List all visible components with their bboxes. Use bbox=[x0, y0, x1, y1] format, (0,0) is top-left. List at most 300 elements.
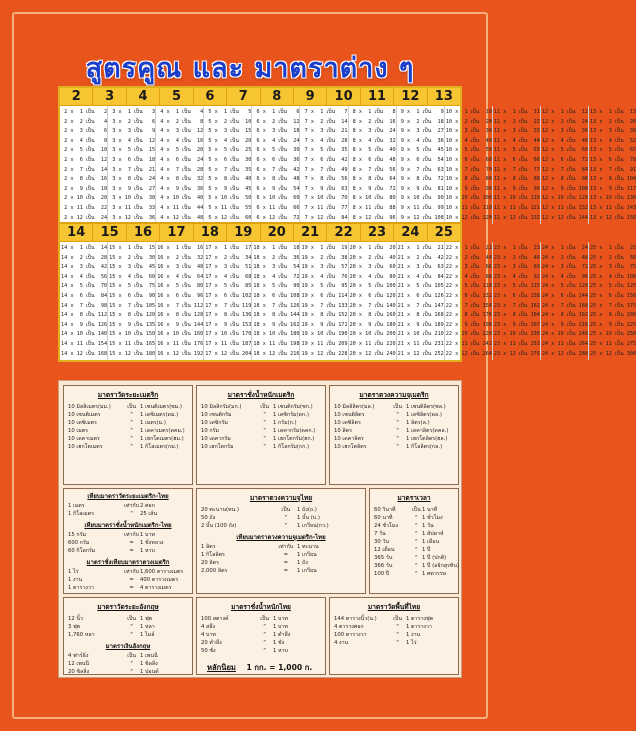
mult-header: 2 bbox=[60, 88, 93, 106]
mult-column: 22 x 1 เป็น 22 22 x 2 เป็น 44 22 x 3 เป็น 66 22 x 4 เป็น 88 22 x 5 เป็น 110 22 x 6 เป็น 132 22 x 7 เป็น 154 22 x 8 เป็น 176 22 x 9 เป็น 198 22 x 10 เป็น 220 22 x 11 เป็น 242 22 x 12 เป็น 264 bbox=[445, 242, 493, 360]
unit-relation: " bbox=[415, 539, 418, 545]
mult-column: 18 x 1 เป็น 18 18 x 2 เป็น 36 18 x 3 เป็น 54 18 x 4 เป็น 72 18 x 5 เป็น 90 18 x 6 เป็น 108 18 x 7 เป็น 126 18 x 8 เป็น 144 18 x 9 เป็น 162 18 x 10 เป็น 180 18 x 11 เป็น 198 18 x 12 เป็น 216 bbox=[252, 242, 300, 360]
box-rows bbox=[197, 506, 365, 530]
unit-relation: " bbox=[130, 661, 133, 667]
box-rows bbox=[64, 568, 192, 592]
unit-to: 1 เมตร(ม.) bbox=[139, 420, 166, 426]
unit-to: 1 เฮกโตลิตร(ฮล.) bbox=[405, 436, 448, 442]
unit-to: 1 ตารางฟุต bbox=[405, 616, 434, 622]
unit-to: 1 กรัม(ก.) bbox=[272, 420, 297, 426]
box-rows bbox=[330, 403, 458, 451]
unit-from: 10 เดซิเมตร bbox=[68, 420, 97, 426]
unit-from: 4 ฟาร์ธิ่ง bbox=[68, 653, 89, 659]
unit-to: 2 ศอก bbox=[139, 503, 155, 509]
mult-header: 20 bbox=[261, 224, 294, 242]
mult-column: 3 x 1 เป็น 3 3 x 2 เป็น 6 3 x 3 เป็น 9 3 x 4 เป็น 12 3 x 5 เป็น 15 3 x 6 เป็น 18 3 x 7 เป็น 21 3 x 8 เป็น 24 3 x 9 เป็น 27 3 x 10 เป็น 30 3 x 11 เป็น 33 3 x 12 เป็น 36 bbox=[108, 106, 156, 224]
unit-to: 1 เดคากรัม(ดคก.) bbox=[272, 428, 316, 434]
mult-column: 5 x 1 เป็น 5 5 x 2 เป็น 10 5 x 3 เป็น 15 5 x 4 เป็น 20 5 x 5 เป็น 25 5 x 6 เป็น 30 5 x 7 เป็น 35 5 x 8 เป็น 40 5 x 9 เป็น 45 5 x 10 เป็น 50 5 x 11 เป็น 55 5 x 12 เป็น 60 bbox=[204, 106, 252, 224]
mult-column: 16 x 1 เป็น 16 16 x 2 เป็น 32 16 x 3 เป็น 48 16 x 4 เป็น 64 16 x 5 เป็น 80 16 x 6 เป็น 96 16 x 7 เป็น 112 16 x 8 เป็น 128 16 x 9 เป็น 144 16 x 10 เป็น 160 16 x 11 เป็น 176 16 x 12 เป็น 192 bbox=[156, 242, 204, 360]
unit-relation: เป็น bbox=[281, 507, 291, 513]
mult-header-row-top bbox=[60, 88, 460, 106]
unit-from: 10 เดคากรัม bbox=[201, 436, 231, 442]
unit-from: 1 งาน bbox=[68, 577, 83, 583]
unit-from: 20 ลิตร bbox=[201, 560, 219, 566]
unit-from: 20 ตำลึง bbox=[201, 640, 222, 646]
unit-to: 1 ตำลึง bbox=[272, 632, 291, 638]
unit-relation: เป็น bbox=[260, 616, 269, 622]
unit-from: 2 บั้น (100 ถัง) bbox=[201, 523, 237, 529]
unit-relation: " bbox=[263, 412, 266, 418]
mult-column: 12 x 1 เป็น 12 12 x 2 เป็น 24 12 x 3 เป็น 36 12 x 4 เป็น 48 12 x 5 เป็น 60 12 x 6 เป็น 72 12 x 7 เป็น 84 12 x 8 เป็น 96 12 x 9 เป็น 108 12 x 10 เป็น 120 12 x 11 เป็น 132 12 x 12 เป็น 144 bbox=[541, 106, 589, 224]
unit-row bbox=[197, 522, 365, 530]
mult-column: 15 x 1 เป็น 15 15 x 2 เป็น 30 15 x 3 เป็น 45 15 x 4 เป็น 60 15 x 5 เป็น 75 15 x 6 เป็น 90 15 x 7 เป็น 105 15 x 8 เป็น 120 15 x 9 เป็น 135 15 x 10 เป็น 150 15 x 11 เป็น 165 15 x 12 เป็น 180 bbox=[108, 242, 156, 360]
mult-header: 12 bbox=[394, 88, 427, 106]
box-subtitle: มาตราชั่งเทียบมาตราตวงเมตริก bbox=[86, 559, 170, 566]
unit-from: 12 เพนนี bbox=[68, 661, 89, 667]
unit-relation: " bbox=[130, 632, 133, 638]
unit-row bbox=[370, 538, 458, 546]
unit-row bbox=[197, 435, 325, 443]
unit-relation: = bbox=[283, 552, 289, 558]
unit-to: 1 เดคาเมตร(ดคม.) bbox=[139, 428, 185, 434]
box-time bbox=[369, 488, 459, 594]
mult-column: 23 x 1 เป็น 23 23 x 2 เป็น 46 23 x 3 เป็น 69 23 x 4 เป็น 92 23 x 5 เป็น 115 23 x 6 เป็น 138 23 x 7 เป็น 161 23 x 8 เป็น 184 23 x 9 เป็น 207 23 x 10 เป็น 230 23 x 11 เป็น 253 23 x 12 เป็น 276 bbox=[493, 242, 541, 360]
unit-from: 1 ลิตร bbox=[201, 544, 216, 550]
mult-header: 14 bbox=[60, 224, 93, 242]
box-title: มาตราชั่งน้ำหนักเมตริก bbox=[227, 391, 295, 399]
box-length-metric bbox=[63, 385, 193, 485]
box-title: มาตราชั่งน้ำหนักไทย bbox=[231, 603, 291, 611]
unit-row bbox=[197, 514, 365, 522]
note-line bbox=[207, 662, 312, 674]
unit-row bbox=[330, 419, 458, 427]
box-rows bbox=[197, 615, 325, 655]
unit-to: 1 นาที bbox=[421, 507, 438, 513]
unit-row bbox=[197, 615, 325, 623]
unit-to: 1 หาบ bbox=[272, 648, 288, 654]
unit-relation: เป็น bbox=[127, 616, 136, 622]
unit-from: 10 มิลลิลิตร(มล.) bbox=[334, 404, 375, 410]
unit-from: 1 กิโลเมตร bbox=[68, 511, 94, 517]
unit-from: 144 ตารางนิ้ว(น.) bbox=[334, 616, 377, 622]
unit-to: 1 เดคาลิตร(ดคล.) bbox=[405, 428, 449, 434]
unit-from: 366 วัน bbox=[374, 563, 393, 569]
mult-header: 15 bbox=[93, 224, 126, 242]
unit-from: 4 ตารางศอก bbox=[334, 624, 364, 630]
unit-row bbox=[370, 522, 458, 530]
unit-row bbox=[64, 539, 192, 547]
note-label: หลักนิยม bbox=[207, 663, 236, 672]
mult-column: 7 x 1 เป็น 7 7 x 2 เป็น 14 7 x 3 เป็น 21 7 x 4 เป็น 28 7 x 5 เป็น 35 7 x 6 เป็น 42 7 x 7 เป็น 49 7 x 8 เป็น 56 7 x 9 เป็น 63 7 x 10 เป็น 70 7 x 11 เป็น 77 7 x 12 เป็น 84 bbox=[300, 106, 348, 224]
unit-relation: " bbox=[284, 523, 287, 529]
unit-from: 600 กรัม bbox=[68, 540, 90, 546]
unit-to: 1 บาท bbox=[272, 616, 288, 622]
unit-relation: เท่ากับ bbox=[278, 544, 294, 550]
unit-from: 4 สลึง bbox=[201, 624, 216, 630]
unit-to: 1 ไร่ bbox=[405, 640, 417, 646]
box-rows bbox=[64, 502, 192, 518]
unit-relation: " bbox=[130, 444, 133, 450]
unit-relation: " bbox=[130, 412, 133, 418]
unit-to: 1 เฮกโตกรัม(ฮก.) bbox=[272, 436, 315, 442]
unit-to: 1 ถัง bbox=[296, 560, 308, 566]
unit-from: 10 มิลลิกรัม(มก.) bbox=[201, 404, 242, 410]
unit-row bbox=[370, 554, 458, 562]
unit-relation: " bbox=[130, 624, 133, 630]
unit-relation: " bbox=[415, 547, 418, 553]
unit-from: 1 กิโลลิตร bbox=[201, 552, 225, 558]
unit-relation: " bbox=[130, 428, 133, 434]
box-title: มาตราวัดระยะเมตริก bbox=[97, 391, 159, 399]
unit-relation: " bbox=[263, 428, 266, 434]
unit-row bbox=[64, 584, 192, 592]
unit-from: 12 เดือน bbox=[374, 547, 395, 553]
unit-relation: " bbox=[263, 648, 266, 654]
unit-row bbox=[64, 419, 192, 427]
unit-from: 10 เดคาลิตร bbox=[334, 436, 364, 442]
mult-header: 21 bbox=[294, 224, 327, 242]
unit-to: 1 ปอนด์ bbox=[139, 669, 159, 675]
unit-relation: = bbox=[129, 585, 134, 591]
unit-to: 1 ชิลลิ่ง bbox=[139, 661, 158, 667]
unit-row bbox=[64, 631, 192, 639]
unit-row bbox=[197, 639, 325, 647]
box-english-length bbox=[63, 597, 193, 675]
box-volume-metric bbox=[329, 385, 459, 485]
mult-header: 17 bbox=[160, 224, 193, 242]
unit-row bbox=[64, 502, 192, 510]
unit-relation: " bbox=[396, 632, 399, 638]
box-title: มาตราวัดระยะอังกฤษ bbox=[97, 603, 159, 611]
unit-from: 100 ปี bbox=[374, 571, 390, 577]
unit-row bbox=[330, 435, 458, 443]
box-rows bbox=[64, 652, 192, 676]
mult-header: 7 bbox=[227, 88, 260, 106]
unit-relation: = bbox=[129, 548, 134, 554]
unit-to: 1 ตารางวา bbox=[405, 624, 432, 630]
box-thai-weight bbox=[196, 597, 326, 675]
mult-header: 5 bbox=[160, 88, 193, 106]
unit-relation: เท่ากับ bbox=[124, 569, 140, 575]
unit-relation: " bbox=[396, 444, 399, 450]
unit-relation: " bbox=[284, 515, 287, 521]
unit-row bbox=[330, 427, 458, 435]
unit-from: 12 นิ้ว bbox=[68, 616, 84, 622]
unit-relation: " bbox=[263, 436, 266, 442]
box-rows bbox=[64, 403, 192, 451]
unit-to: 1 เฮกโตเมตร(ฮม.) bbox=[139, 436, 184, 442]
unit-to: 4 ตารางเมตร bbox=[139, 585, 172, 591]
unit-to: 1 เดือน bbox=[421, 539, 440, 545]
unit-to: 1 เกวียน(กว.) bbox=[296, 523, 329, 529]
unit-row bbox=[64, 652, 192, 660]
unit-row bbox=[64, 615, 192, 623]
unit-relation: " bbox=[130, 436, 133, 442]
unit-from: 10 เดซิลิตร bbox=[334, 420, 361, 426]
unit-relation: " bbox=[263, 640, 266, 646]
unit-relation: " bbox=[263, 444, 266, 450]
unit-row bbox=[330, 615, 458, 623]
unit-relation: เป็น bbox=[393, 404, 402, 410]
unit-row bbox=[64, 435, 192, 443]
unit-relation: " bbox=[396, 412, 399, 418]
unit-relation: " bbox=[415, 555, 418, 561]
mult-header: 13 bbox=[428, 88, 460, 106]
unit-row bbox=[64, 531, 192, 539]
unit-from: 10 เดคาเมตร bbox=[68, 436, 100, 442]
unit-row bbox=[197, 551, 365, 559]
unit-from: 50 ชั่ง bbox=[201, 648, 216, 654]
unit-row bbox=[370, 506, 458, 514]
unit-relation: เป็น bbox=[127, 404, 136, 410]
mult-column: 24 x 1 เป็น 24 24 x 2 เป็น 48 24 x 3 เป็น 72 24 x 4 เป็น 96 24 x 5 เป็น 120 24 x 6 เป็น 144 24 x 7 เป็น 168 24 x 8 เป็น 192 24 x 9 เป็น 216 24 x 10 เป็น 240 24 x 11 เป็น 264 24 x 12 เป็น 288 bbox=[541, 242, 589, 360]
mult-table-bottom bbox=[60, 224, 636, 360]
unit-to: 1 วัน bbox=[421, 523, 434, 529]
box-thai-volume bbox=[196, 488, 366, 594]
mult-column: 2 x 1 เป็น 2 2 x 2 เป็น 4 2 x 3 เป็น 6 2 x 4 เป็น 8 2 x 5 เป็น 10 2 x 6 เป็น 12 2 x 7 เป็น 14 2 x 8 เป็น 16 2 x 9 เป็น 18 2 x 10 เป็น 20 2 x 11 เป็น 22 2 x 12 เป็น 24 bbox=[60, 106, 108, 224]
unit-row bbox=[197, 543, 365, 551]
unit-row bbox=[64, 668, 192, 676]
note-value: 1 กก. = 1,000 ก. bbox=[246, 663, 313, 672]
unit-relation: " bbox=[415, 571, 418, 577]
unit-row bbox=[330, 411, 458, 419]
mult-body-row-top bbox=[60, 106, 636, 224]
unit-row bbox=[64, 547, 192, 555]
unit-relation: " bbox=[415, 515, 418, 521]
mult-column: 25 x 1 เป็น 25 25 x 2 เป็น 50 25 x 3 เป็น 75 25 x 4 เป็น 100 25 x 5 เป็น 125 25 x 6 เป็น 150 25 x 7 เป็น 175 25 x 8 เป็น 200 25 x 9 เป็น 225 25 x 10 เป็น 250 25 x 11 เป็น 275 25 x 12 เป็น 300 bbox=[590, 245, 636, 357]
unit-row bbox=[64, 623, 192, 631]
unit-row bbox=[64, 411, 192, 419]
unit-from: 365 วัน bbox=[374, 555, 393, 561]
unit-row bbox=[197, 427, 325, 435]
mult-column: 4 x 1 เป็น 4 4 x 2 เป็น 8 4 x 3 เป็น 12 4 x 4 เป็น 16 4 x 5 เป็น 20 4 x 6 เป็น 24 4 x 7 เป็น 28 4 x 8 เป็น 32 4 x 9 เป็น 36 4 x 10 เป็น 40 4 x 11 เป็น 44 4 x 12 เป็น 48 bbox=[156, 106, 204, 224]
unit-relation: เป็น bbox=[127, 653, 136, 659]
box-rows bbox=[330, 615, 458, 647]
unit-from: 4 งาน bbox=[334, 640, 349, 646]
unit-from: 10 เดซิกรัม bbox=[201, 420, 228, 426]
box-weight-metric bbox=[196, 385, 326, 485]
unit-relation: " bbox=[396, 420, 399, 426]
unit-row bbox=[330, 631, 458, 639]
unit-to: 1 ปี (อธิกสุรทิน) bbox=[421, 563, 460, 569]
unit-relation: " bbox=[130, 669, 133, 675]
unit-row bbox=[64, 427, 192, 435]
unit-from: 1,760 หลา bbox=[68, 632, 95, 638]
mult-header: 8 bbox=[261, 88, 294, 106]
unit-row bbox=[370, 570, 458, 578]
unit-to: 400 ตารางเมตร bbox=[139, 577, 179, 583]
mult-column: 20 x 1 เป็น 20 20 x 2 เป็น 40 20 x 3 เป็น 60 20 x 4 เป็น 80 20 x 5 เป็น 100 20 x 6 เป็น 120 20 x 7 เป็น 140 20 x 8 เป็น 160 20 x 9 เป็น 180 20 x 10 เป็น 200 20 x 11 เป็น 220 20 x 12 เป็น 240 bbox=[349, 242, 397, 360]
unit-to: 1 กิโลกรัม(กก.) bbox=[272, 444, 310, 450]
unit-to: 1 บั้น (บ.) bbox=[296, 515, 320, 521]
mult-column: 21 x 1 เป็น 21 21 x 2 เป็น 42 21 x 3 เป็น 63 21 x 4 เป็น 84 21 x 5 เป็น 105 21 x 6 เป็น 126 21 x 7 เป็น 147 21 x 8 เป็น 168 21 x 9 เป็น 189 21 x 10 เป็น 210 21 x 11 เป็น 231 21 x 12 เป็น 252 bbox=[397, 242, 445, 360]
unit-relation: " bbox=[396, 640, 399, 646]
unit-row bbox=[197, 567, 365, 575]
unit-relation: " bbox=[415, 563, 418, 569]
unit-relation: " bbox=[263, 624, 266, 630]
unit-to: 1 ปี bbox=[421, 547, 431, 553]
mult-header: 18 bbox=[194, 224, 227, 242]
unit-relation: " bbox=[415, 523, 418, 529]
mult-header: 11 bbox=[361, 88, 394, 106]
unit-row bbox=[370, 546, 458, 554]
mult-body-row-bottom bbox=[60, 242, 636, 360]
unit-to: 1 หลา bbox=[139, 624, 155, 630]
unit-relation: = bbox=[283, 560, 289, 566]
unit-relation: = bbox=[129, 577, 134, 583]
unit-row bbox=[64, 568, 192, 576]
box-rows bbox=[64, 615, 192, 639]
unit-to: 1,600 ตารางเมตร bbox=[139, 569, 184, 575]
mult-header-row-bottom bbox=[60, 224, 460, 242]
unit-relation: " bbox=[415, 531, 418, 537]
unit-to: 1 ชั่วโมง bbox=[421, 515, 443, 521]
unit-to: 1 เกวียน bbox=[296, 568, 317, 574]
unit-relation: เป็น bbox=[393, 616, 402, 622]
box-rows bbox=[370, 506, 458, 578]
unit-relation: " bbox=[263, 632, 266, 638]
mult-header: 22 bbox=[327, 224, 360, 242]
unit-from: 100 ตารางวา bbox=[334, 632, 367, 638]
unit-from: 3 ฟุต bbox=[68, 624, 81, 630]
unit-from: 10 กรัม bbox=[201, 428, 219, 434]
box-area bbox=[329, 597, 459, 675]
unit-to: 1 เดซิลิตร(ดล.) bbox=[405, 412, 442, 418]
mult-header: 16 bbox=[127, 224, 160, 242]
mult-column: 17 x 1 เป็น 17 17 x 2 เป็น 34 17 x 3 เป็น 51 17 x 4 เป็น 68 17 x 5 เป็น 85 17 x 6 เป็น 102 17 x 7 เป็น 119 17 x 8 เป็น 136 17 x 9 เป็น 153 17 x 10 เป็น 170 17 x 11 เป็น 187 17 x 12 เป็น 204 bbox=[204, 242, 252, 360]
unit-from: 1 เมตร bbox=[68, 503, 85, 509]
unit-to: 1 ชั่ง bbox=[272, 640, 285, 646]
mult-header: 9 bbox=[294, 88, 327, 106]
box-title: เทียบมาตราวัดระยะเมตริก-ไทย bbox=[87, 493, 169, 500]
unit-to: 1 งาน bbox=[405, 632, 421, 638]
mult-column: 19 x 1 เป็น 19 19 x 2 เป็น 38 19 x 3 เป็น 57 19 x 4 เป็น 76 19 x 5 เป็น 95 19 x 6 เป็น 114 19 x 7 เป็น 133 19 x 8 เป็น 152 19 x 9 เป็น 171 19 x 10 เป็น 190 19 x 11 เป็น 209 19 x 12 เป็น 228 bbox=[300, 242, 348, 360]
units-panel bbox=[58, 380, 462, 678]
unit-from: 10 เซนติเมตร bbox=[68, 412, 101, 418]
unit-relation: " bbox=[396, 428, 399, 434]
unit-from: 15 กรัม bbox=[68, 532, 86, 538]
unit-to: 1 เดซิกรัม(ดก.) bbox=[272, 412, 309, 418]
unit-row bbox=[197, 411, 325, 419]
unit-to: 1 กิโลลิตร(กล.) bbox=[405, 444, 443, 450]
unit-to: 1 เซนติลิตร(ซล.) bbox=[405, 404, 446, 410]
unit-to: 1 ถัง(ถ.) bbox=[296, 507, 317, 513]
mult-column: 10 x 1 เป็น 10 10 x 2 เป็น 20 10 x 3 เป็น 30 10 x 4 เป็น 40 10 x 5 เป็น 50 10 x 6 เป็น 60 10 x 7 เป็น 70 10 x 8 เป็น 80 10 x 9 เป็น 90 10 x 10 เป็น 100 10 x 11 เป็น 110 10 x 12 เป็น 120 bbox=[445, 106, 493, 224]
unit-from: 10 เซนติกรัม bbox=[201, 412, 232, 418]
mult-header: 19 bbox=[227, 224, 260, 242]
mult-header: 6 bbox=[194, 88, 227, 106]
mult-column: 6 x 1 เป็น 6 6 x 2 เป็น 12 6 x 3 เป็น 18 6 x 4 เป็น 24 6 x 5 เป็น 30 6 x 6 เป็น 36 6 x 7 เป็น 42 6 x 8 เป็น 48 6 x 9 เป็น 54 6 x 10 เป็น 60 6 x 11 เป็น 66 6 x 12 เป็น 72 bbox=[252, 106, 300, 224]
unit-row bbox=[197, 506, 365, 514]
box-title: มาตราเวลา bbox=[397, 494, 431, 502]
mult-column: 8 x 1 เป็น 8 8 x 2 เป็น 16 8 x 3 เป็น 24 8 x 4 เป็น 32 8 x 5 เป็น 40 8 x 6 เป็น 48 8 x 7 เป็น 56 8 x 8 เป็น 64 8 x 9 เป็น 72 8 x 10 เป็น 80 8 x 11 เป็น 88 8 x 12 เป็น 96 bbox=[349, 106, 397, 224]
unit-to: 1 ศตวรรษ bbox=[421, 571, 446, 577]
unit-to: 1 บาท bbox=[139, 532, 155, 538]
mult-column: 11 x 1 เป็น 11 11 x 2 เป็น 22 11 x 3 เป็น 33 11 x 4 เป็น 44 11 x 5 เป็น 55 11 x 6 เป็น 66 11 x 7 เป็น 77 11 x 8 เป็น 88 11 x 9 เป็น 99 11 x 10 เป็น 110 11 x 11 เป็น 121 11 x 12 เป็น 132 bbox=[493, 106, 541, 224]
unit-from: 60 วินาที bbox=[374, 507, 396, 513]
mult-header: 4 bbox=[127, 88, 160, 106]
page-title: สูตรคูณ และ มาตราต่าง ๆ bbox=[85, 53, 415, 84]
mult-header: 3 bbox=[93, 88, 126, 106]
unit-row bbox=[197, 419, 325, 427]
mult-header: 24 bbox=[394, 224, 427, 242]
unit-relation: เท่ากับ bbox=[124, 503, 140, 509]
unit-row bbox=[330, 443, 458, 451]
unit-from: 1 ไร่ bbox=[68, 569, 79, 575]
unit-from: 10 เฮกโตลิตร bbox=[334, 444, 367, 450]
unit-row bbox=[197, 631, 325, 639]
unit-to: 1 ไมล์ bbox=[139, 632, 155, 638]
unit-from: 7 วัน bbox=[374, 531, 386, 537]
unit-row bbox=[197, 623, 325, 631]
unit-from: 2,000 ลิตร bbox=[201, 568, 228, 574]
unit-row bbox=[197, 647, 325, 655]
unit-relation: " bbox=[396, 436, 399, 442]
unit-from: 24 ชั่วโมง bbox=[374, 523, 398, 529]
unit-row bbox=[64, 510, 192, 518]
unit-to: 25 เส้น bbox=[139, 511, 158, 517]
unit-to: 1 ทะนาน bbox=[296, 544, 319, 550]
unit-from: 10 เฮกโตกรัม bbox=[201, 444, 234, 450]
unit-to: 1 ลิตร(ล.) bbox=[405, 420, 430, 426]
unit-relation: " bbox=[396, 624, 399, 630]
unit-row bbox=[330, 403, 458, 411]
unit-to: 1 หาบ bbox=[139, 548, 155, 554]
box-title: มาตราวัดพื้นที่ไทย bbox=[367, 603, 421, 611]
unit-to: 1 เซนติเมตร(ซม.) bbox=[139, 404, 182, 410]
unit-row bbox=[64, 403, 192, 411]
unit-to: 1 เพนนี bbox=[139, 653, 158, 659]
mult-header: 23 bbox=[361, 224, 394, 242]
unit-to: 1 สัปดาห์ bbox=[421, 531, 444, 537]
unit-row bbox=[197, 403, 325, 411]
unit-row bbox=[330, 639, 458, 647]
unit-to: 1 เซนติกรัม(ซก.) bbox=[272, 404, 313, 410]
mult-header: 25 bbox=[428, 224, 460, 242]
mult-column: 9 x 1 เป็น 9 9 x 2 เป็น 18 9 x 3 เป็น 27 9 x 4 เป็น 36 9 x 5 เป็น 45 9 x 6 เป็น 54 9 x 7 เป็น 63 9 x 8 เป็น 72 9 x 9 เป็น 81 9 x 10 เป็น 90 9 x 11 เป็น 99 9 x 12 เป็น 108 bbox=[397, 106, 445, 224]
unit-from: 30 วัน bbox=[374, 539, 390, 545]
box-title: มาตราตวงความจุไทย bbox=[249, 494, 313, 502]
unit-relation: = bbox=[129, 540, 134, 546]
unit-from: 100 สตางค์ bbox=[201, 616, 229, 622]
mult-header: 10 bbox=[327, 88, 360, 106]
unit-relation: เท่ากับ bbox=[124, 532, 140, 538]
unit-relation: = bbox=[283, 568, 289, 574]
unit-row bbox=[197, 559, 365, 567]
unit-from: 50 ถัง bbox=[201, 515, 216, 521]
unit-row bbox=[370, 514, 458, 522]
unit-to: 1 ชั่งหลวง bbox=[139, 540, 164, 546]
unit-to: 1 บาท bbox=[272, 624, 288, 630]
unit-row bbox=[330, 623, 458, 631]
unit-from: 10 เซนติลิตร bbox=[334, 412, 365, 418]
mult-column: 14 x 1 เป็น 14 14 x 2 เป็น 28 14 x 3 เป็น 42 14 x 4 เป็น 56 14 x 5 เป็น 70 14 x 6 เป็น 84 14 x 7 เป็น 98 14 x 8 เป็น 112 14 x 9 เป็น 126 14 x 10 เป็น 140 14 x 11 เป็น 154 14 x 12 เป็น 168 bbox=[60, 242, 108, 360]
unit-relation: " bbox=[130, 420, 133, 426]
box-subtitle: เทียบมาตราชั่งน้ำหนักเมตริก-ไทย bbox=[84, 522, 172, 529]
unit-from: 10 เมตร bbox=[68, 428, 89, 434]
unit-from: 20 ทะนาน(ทน.) bbox=[201, 507, 239, 513]
unit-from: 4 บาท bbox=[201, 632, 216, 638]
mult-table-top bbox=[60, 88, 636, 224]
unit-row bbox=[64, 576, 192, 584]
unit-to: 1 กิโลเมตร(กม.) bbox=[139, 444, 179, 450]
multiplication-table bbox=[58, 86, 636, 362]
unit-to: 1 เดซิเมตร(ดม.) bbox=[139, 412, 179, 418]
box-rows bbox=[64, 531, 192, 555]
unit-from: 60 กิโลกรัม bbox=[68, 548, 96, 554]
unit-from: 60 นาที bbox=[374, 515, 393, 521]
unit-from: 10 ลิตร bbox=[334, 428, 352, 434]
